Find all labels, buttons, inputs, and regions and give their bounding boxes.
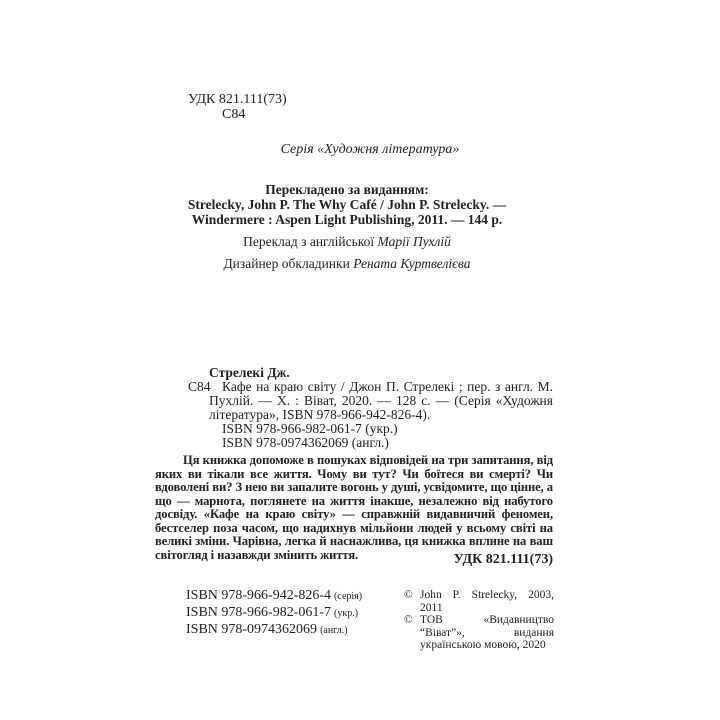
isbn-line-ukr xyxy=(186,605,362,622)
isbn-number: ISBN 978-966-982-061-7 xyxy=(186,605,332,621)
copyright-icon: © xyxy=(404,614,413,626)
isbn-qualifier: (укр.) xyxy=(334,608,359,620)
catalog-author: Стрелекі Дж. xyxy=(209,365,290,380)
source-edition-line1: Strelecky, John P. The Why Café / John P. Strelecky. — xyxy=(187,197,507,212)
copyright-author xyxy=(404,589,554,614)
catalog-isbn-eng: ISBN 978-0974362069 (англ.) xyxy=(222,435,389,450)
source-edition-block xyxy=(155,182,553,227)
isbn-number: ISBN 978-966-942-826-4 xyxy=(186,588,332,603)
series-title: Серія «Художня література» xyxy=(280,142,460,157)
translated-from-label: Перекладено за виданням: xyxy=(265,182,429,197)
designer-name: Рената Куртвелієва xyxy=(353,256,471,271)
copyright-author-text: John P. Strelecky, 2003, 2011 xyxy=(420,589,554,614)
udk-classification-top xyxy=(188,92,287,122)
copyright-icon: © xyxy=(404,589,413,601)
annotation-paragraph: Ця книжка допоможе в пошуках відповідей на три запитання, від яких ви тікали все життя. Чому ви тут? Чи боїтеся ви смерті? Чи вдоволені ви? З нею ви запалите вогонь у душі, усвідомите, що цінне, а що — марнота, поглянете на життя інакше, незалежно від набутого досвіду. «Кафе на краю світу» — справжній видавничий феномен, бестселер поза часом, що надихнув мільйони людей у всьому світі на великі зміни. Чарівна, легка й наснажлива, ця книжка вплине на ваш світогляд і назавжди змінить життя. xyxy=(155,453,553,562)
udk-number: УДК 821.111(73) xyxy=(188,92,287,107)
catalog-description-text: Кафе на краю світу / Джон П. Стрелекі ; пер. з англ. М. Пухлій. — Х. : Віват, 2020. — 128 с. — (Серія «Художня література», ISBN 978-966-942-826-4). xyxy=(209,379,553,422)
isbn-number: ISBN 978-0974362069 xyxy=(186,622,318,638)
isbn-list xyxy=(186,588,362,640)
copyright-publisher xyxy=(404,614,554,652)
catalog-description xyxy=(188,379,553,422)
copyright-publisher-text: ТОВ «Видавництво “Віват”», видання українською мовою, 2020 xyxy=(420,614,554,651)
source-edition-line2: Windermere : Aspen Light Publishing, 2011. — 144 p. xyxy=(191,212,503,227)
author-sign-code: С84 xyxy=(222,107,246,122)
catalog-code: С84 xyxy=(188,379,211,394)
isbn-line-eng xyxy=(186,622,362,639)
catalog-isbn-ukr: ISBN 978-966-982-061-7 (укр.) xyxy=(222,421,398,436)
translator-name: Марії Пухлій xyxy=(377,234,451,249)
cover-designer-credit xyxy=(155,256,553,272)
isbn-line-series xyxy=(186,588,362,605)
udk-classification-bottom: УДК 821.111(73) xyxy=(453,552,553,567)
translator-label: Переклад з англійської xyxy=(243,234,378,249)
isbn-qualifier: (серія) xyxy=(334,591,363,602)
designer-label: Дизайнер обкладинки xyxy=(223,256,354,271)
translator-credit xyxy=(155,234,553,250)
isbn-qualifier: (англ.) xyxy=(320,625,348,637)
catalog-card xyxy=(188,365,553,450)
copyright-column xyxy=(404,589,554,652)
